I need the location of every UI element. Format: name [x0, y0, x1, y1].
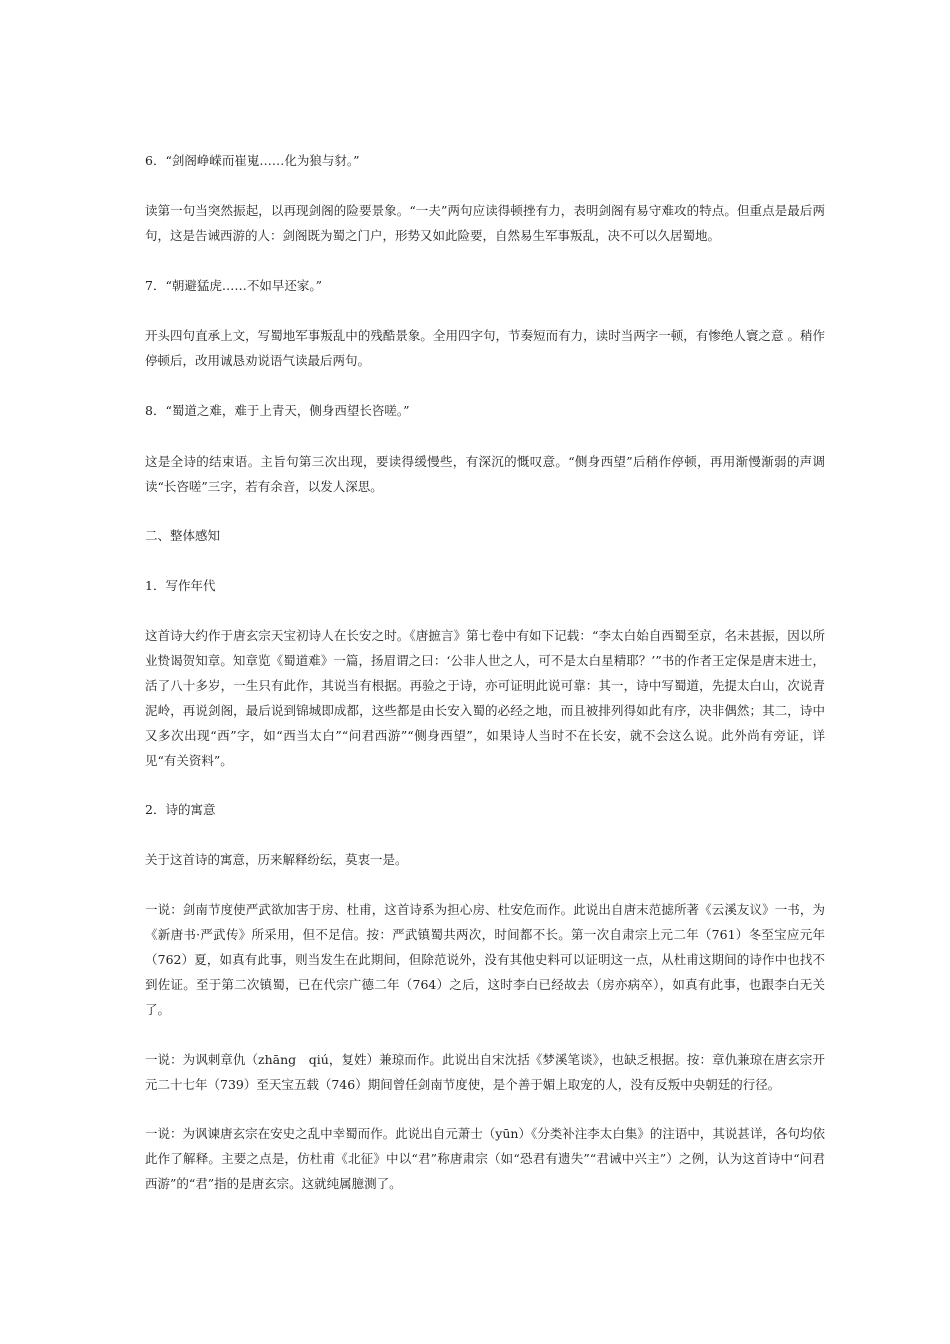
heading-item-6: 6．“剑阁峥嵘而崔嵬……化为狼与豺。”	[145, 153, 360, 168]
section-heading-overall: 二、整体感知	[145, 528, 221, 543]
subheading-meaning: 2．诗的寓意	[145, 802, 216, 817]
paragraph-item-6-explanation: 读第一句当突然振起，以再现剑阁的险要景象。“一夫”两句应读得顿挫有力，表明剑阁有易守难攻的特点。但重点是最后两句，这是告诫西游的人：剑阁既为蜀之门户，形势又如此险要，自然易生军事叛乱，决不可以久居蜀地。	[145, 203, 825, 243]
paragraph-item-8-explanation: 这是全诗的结束语。主旨句第三次出现，要读得缓慢些，有深沉的慨叹意。“侧身西望”后稍作停顿，再用渐慢渐弱的声调读“长咨嗟”三字，若有余音，以发人深思。	[145, 454, 825, 494]
heading-item-7: 7．“朝避猛虎……不如早还家。”	[145, 278, 322, 293]
paragraph-writing-date: 这首诗大约作于唐玄宗天宝初诗人在长安之时。《唐摭言》第七卷中有如下记载：“李太白始自西蜀至京，名未甚振，因以所业贽谒贺知章。知章览《蜀道难》一篇，扬眉谓之曰：‘公非人世之人，可不是太白星精耶？’”书的作者王定保是唐末进士，活了八十多岁，一生只有此作，其说当有根据。再验之于诗，亦可证明此说可靠：其一，诗中写蜀道，先提太白山，次说青泥岭，再说剑阁，最后说到锦城即成都，这些都是由长安入蜀的必经之地，而且被排列得如此有序，决非偶然；其二，诗中又多次出现“西”字，如“西当太白”“问君西游”“侧身西望”，如果诗人当时不在长安，就不会这么说。此外尚有旁证，详见“有关资料”。	[145, 628, 825, 768]
paragraph-theory-1: 一说：剑南节度使严武欲加害于房、杜甫，这首诗系为担心房、杜安危而作。此说出自唐末范摅所著《云溪友议》一书，为《新唐书·严武传》所采用，但不足信。按：严武镇蜀共两次，时间都不长。第一次自肃宗上元二年（761）冬至宝应元年（762）夏，如真有此事，则当发生在此期间，但除范说外，没有其他史料可以证明这一点，从杜甫这期间的诗作中也找不到佐证。至于第二次镇蜀，已在代宗广德二年（764）之后，这时李白已经故去（房亦病卒），如真有此事，也跟李白无关了。	[145, 902, 825, 1017]
paragraph-item-7-explanation: 开头四句直承上文，写蜀地军事叛乱中的残酷景象。全用四字句，节奏短而有力，读时当两字一顿，有惨绝人寰之意 。稍作停顿后，改用诚恳劝说语气读最后两句。	[145, 328, 825, 368]
subheading-writing-date: 1．写作年代	[145, 578, 216, 593]
paragraph-theory-3: 一说：为讽谏唐玄宗在安史之乱中幸蜀而作。此说出自元萧士（yūn）《分类补注李太白集》的注语中，其说甚详，各句均依此作了解释。主要之点是，仿杜甫《北征》中以“君”称唐肃宗（如“恐君有遗失”“君诫中兴主”）之例，认为这首诗中“问君西游”的“君”指的是唐玄宗。这就纯属臆测了。	[145, 1126, 825, 1191]
paragraph-meaning-intro: 关于这首诗的寓意，历来解释纷纭，莫衷一是。	[145, 852, 408, 867]
heading-item-8: 8．“蜀道之难，难于上青天，侧身西望长咨嗟。”	[145, 403, 410, 418]
paragraph-theory-2: 一说：为讽刺章仇（zhāng qiú，复姓）兼琼而作。此说出自宋沈括《梦溪笔谈》，也缺乏根据。按：章仇兼琼在唐玄宗开元二十七年（739）至天宝五载（746）期间曾任剑南节度使，是个善于媚上取宠的人，没有反叛中央朝廷的行径。	[145, 1052, 825, 1092]
